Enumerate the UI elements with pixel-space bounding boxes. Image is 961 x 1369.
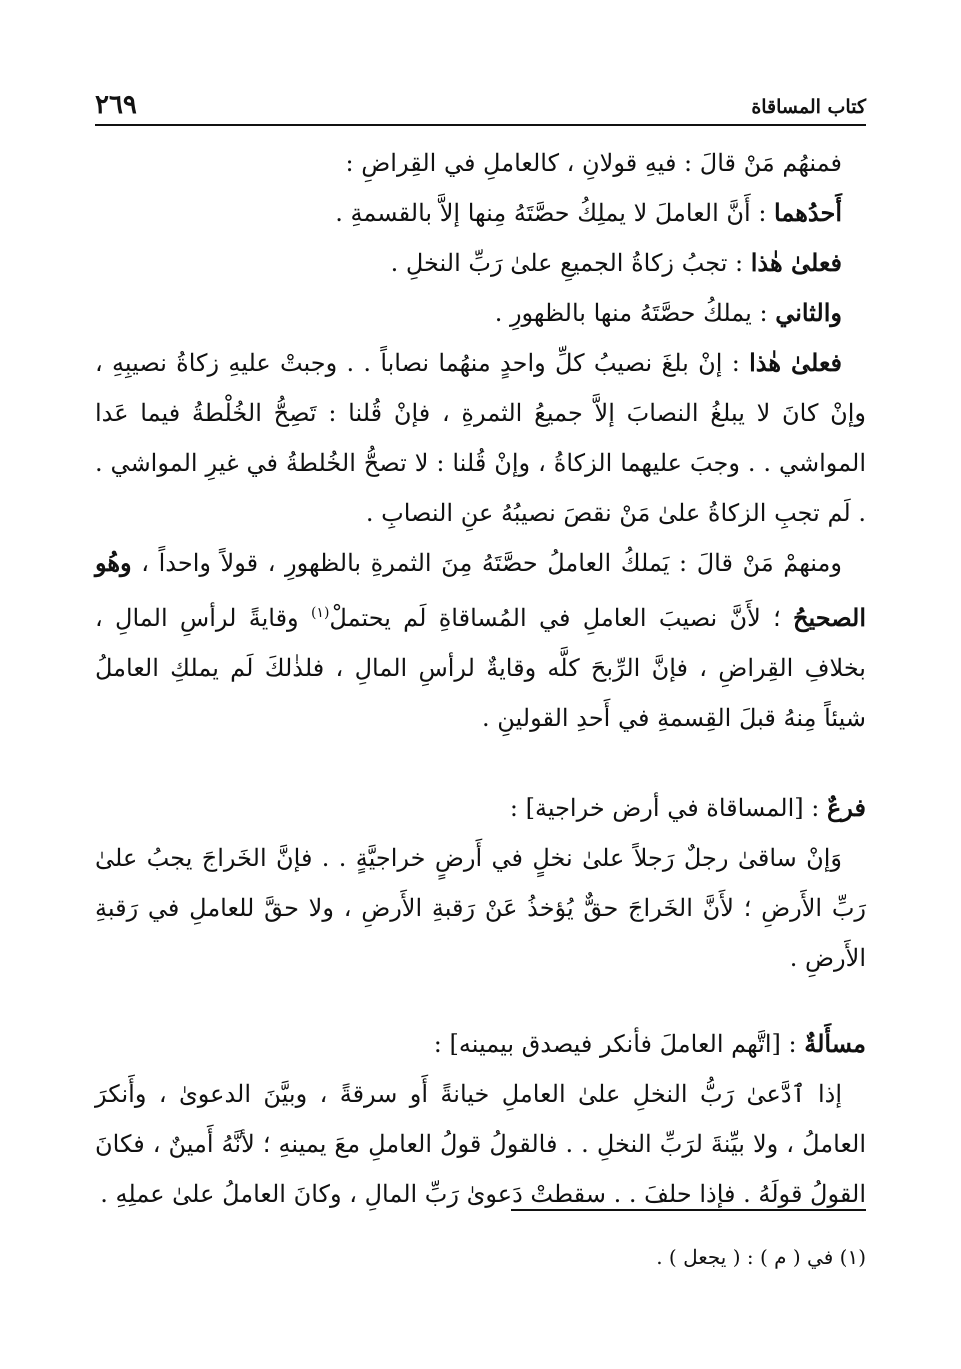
footnote-text: في ( م ) : ( يجعل ) . [656,1245,840,1269]
paragraph-3 [95,238,866,288]
section-masala-label: مسأَلةٌ [804,1029,866,1058]
section-far-heading [95,783,866,833]
paragraph-4-text: : يملكُ حصَّتَهُ منها بالظهورِ . [494,299,776,327]
section-masala-text: إذا ٱدَّعىٰ رَبُّ النخلِ علىٰ العاملِ خيانةً أَو سرقةً ، وبيَّنَ الدعوىٰ ، وأَنكرَ العاملُ ، ولا بيِّنةَ لرَبِّ النخلِ . . فالقولُ قولُ العاملِ معَ يمينهِ ؛ لأنَّهُ أَمينٌ ، فكانَ القولُ قولَهُ . فإذا حلفَ . . سقطتْ دَعوىٰ رَبِّ المالِ ، وكانَ العاملُ علىٰ عملِهِ . [95,1080,866,1208]
section-far-label: فرعٌ [826,793,866,822]
page-number: ٢٦٩ [95,90,137,120]
paragraph-5-text: : إنْ بلغَ نصيبُ كلِّ واحدٍ منهُما نصاباً . . وجبتْ عليهِ زكاةُ نصيبِهِ ، وإنْ كانَ لا يبلغُ النصابَ إلاَّ جميعُ الثمرةِ ، فإنْ قُلنا : تَصِحُّ الخُلْطةُ فيما عَدا المواشي . . وجبَ عليهما الزكاةُ ، وإنْ قُلنا : لا تصحُّ الخُلطةُ في غيرِ المواشي . . لَم تجبِ الزكاةُ علىٰ مَنْ نقصَ نصيبُهُ عنِ النصابِ . [95,349,866,527]
paragraph-6-bold: وهُو الصحيحُ [95,548,867,632]
section-far-text: وَإنْ ساقىٰ رجلٌ رَجلاً علىٰ نخلٍ في أَرضٍ خراجيَّةٍ . . فإنَّ الخَراجَ يجبُ علىٰ رَبِّ الأَرضِ ؛ لأَنَّ الخَراجَ حقٌّ يُؤخذُ عَنْ رَقبةِ الأَرضِ ، ولا حقَّ للعاملِ في رَقبةِ الأَرضِ . [95,844,866,972]
paragraph-6-mid: ؛ لأَنَّ نصيبَ العاملِ في المُساقاةِ لَم يحتملْ [329,604,793,632]
paragraph-4 [95,288,866,338]
paragraph-1: فمنهُم مَنْ قالَ : فيهِ قولانِ ، كالعاملِ في القِراضِ : [345,149,842,177]
main-text [95,138,866,1219]
section-far-title: : [المساقاة في أرض خراجية] : [509,794,827,822]
running-title: كتاب المساقاة [751,96,866,118]
spacer [95,983,866,1019]
paragraph-2-text: : أَنَّ العاملَ لا يملِكُ حصَّتَهُ مِنها إلاَّ بالقسمةِ . [335,199,775,227]
paragraph-2-label: أَحدُهما [774,198,842,227]
paragraph-3-text: : تجبُ زكاةُ الجميعِ علىٰ رَبِّ النخلِ . [390,249,751,277]
footnote [95,1241,866,1273]
paragraph-5 [95,338,866,538]
section-masala-heading [95,1019,866,1069]
paragraph-4-label: والثاني [775,298,842,327]
footnote-reference: (١) [310,605,330,621]
footnote-number: (١) [839,1245,866,1269]
paragraph-5-label: فعلىٰ هٰذا [749,348,843,377]
footnote-divider [511,1209,866,1211]
paragraph-6-end: وقايةً لرأسِ المالِ ، بخلافِ القِراضِ ، فإنَّ الرِّبحَ كلَّه وقايةٌ لرأسِ المالِ ، فلذٰلكَ لَم يملكِ العاملُ شيئاً مِنهُ قبلَ القِسمةِ في أَحدِ القولينِ . [95,604,866,732]
paragraph-6 [95,538,866,743]
section-masala-title: : [اتَّهم العاملَ فأنكر فيصدق بيمينه] : [433,1030,805,1058]
paragraph-2 [95,188,866,238]
page-header [95,84,866,126]
spacer [95,743,866,783]
paragraph-3-label: فعلىٰ هٰذا [750,248,842,277]
paragraph-6-start: ومنهمْ مَنْ قالَ : يَملكُ العاملُ حصَّتَهُ مِنَ الثمرةِ بالظهورِ ، قولاً واحداً ، [131,549,842,577]
